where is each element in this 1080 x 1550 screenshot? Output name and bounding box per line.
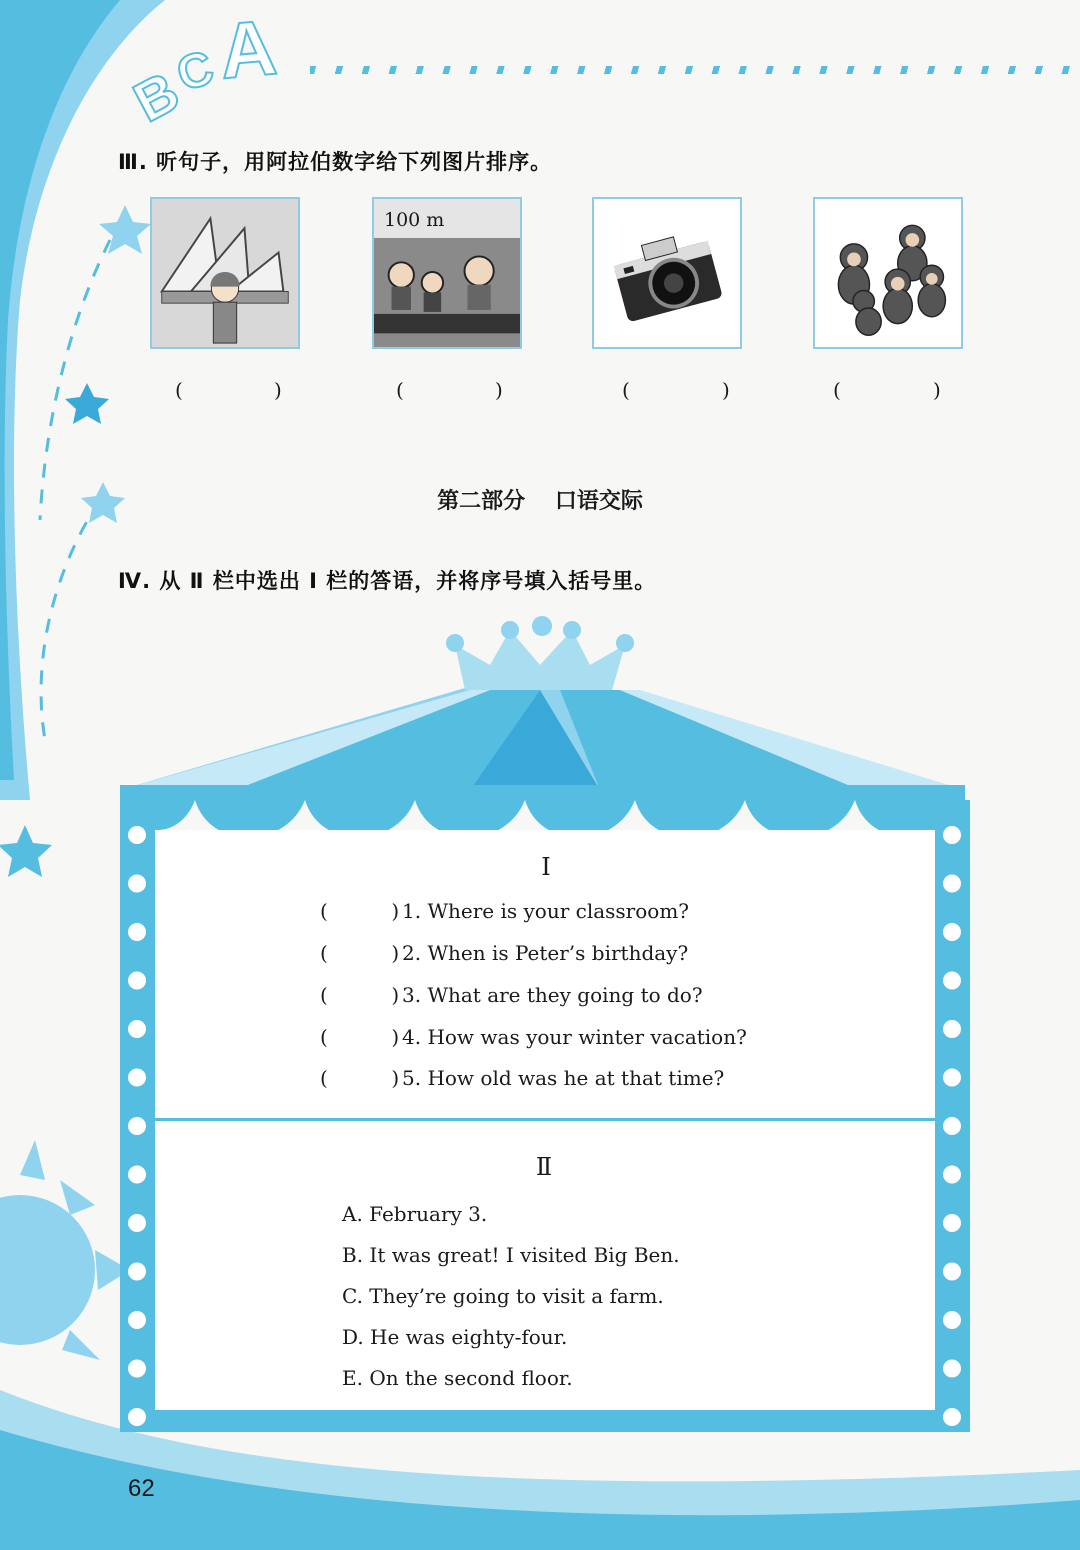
camera-icon [594,199,740,347]
answer-paren-2[interactable]: ( [396,378,404,402]
question-text: 5. How old was he at that time? [402,1066,725,1090]
frame-light-dot [943,1020,961,1038]
frame-light-dot [943,923,961,941]
frame-light-dot [128,1408,146,1426]
answer-paren-4-close: ) [933,378,941,402]
frame-light-dot [128,1311,146,1329]
answer-option: A. February 3. [342,1202,488,1226]
frame-light-dot [943,1069,961,1087]
frame-light-dot [128,1117,146,1135]
header-dash-line [310,66,1070,74]
answer-paren-1-close: ) [274,378,282,402]
question-answer-blank[interactable]: ( ) [320,941,400,965]
question-text: 4. How was your winter vacation? [402,1025,747,1049]
frame-light-dot [128,1263,146,1281]
question-row [320,983,703,1007]
question-answer-blank[interactable]: ( ) [320,1025,400,1049]
question-answer-blank[interactable]: ( ) [320,899,400,923]
picture-1 [150,197,300,349]
frame-light-dot [128,1214,146,1232]
frame-light-dot [943,1117,961,1135]
answer-paren-3-close: ) [722,378,730,402]
question-answer-blank[interactable]: ( ) [320,1066,400,1090]
frame-light-dot [128,923,146,941]
frame-light-dot [943,1263,961,1281]
answer-option: D. He was eighty-four. [342,1325,568,1349]
page-number: 62 [128,1475,155,1502]
frame-light-dot [128,826,146,844]
answer-paren-4[interactable]: ( [833,378,841,402]
opera-house-girl-icon [152,199,298,347]
question-text: 3. What are they going to do? [402,983,703,1007]
monkeys-icon [815,199,961,347]
frame-light-dot [128,1020,146,1038]
frame-light-dot [943,1360,961,1378]
picture-2 [372,197,522,349]
question-row [320,899,689,923]
question-text: 2. When is Peter’s birthday? [402,941,689,965]
answer-paren-1[interactable]: ( [175,378,183,402]
question-answer-blank[interactable]: ( ) [320,983,400,1007]
frame-light-dot [943,1408,961,1426]
frame-light-dot [128,972,146,990]
frame-light-dot [128,1360,146,1378]
frame-light-dot [128,1069,146,1087]
column-1-header: I [541,853,551,881]
section3-heading: Ⅲ. 听句子，用阿拉伯数字给下列图片排序。 [118,150,553,174]
question-row [320,1066,724,1090]
question-row [320,941,688,965]
frame-light-dot [943,826,961,844]
picture-3 [592,197,742,349]
answer-paren-2-close: ) [495,378,503,402]
abc-logo: B C A [123,2,281,134]
picture-4 [813,197,963,349]
answer-option: E. On the second floor. [342,1366,573,1390]
frame-light-dot [943,1214,961,1232]
question-row [320,1025,747,1049]
frame-light-dot [943,1311,961,1329]
frame-light-dot [943,972,961,990]
part2-title: 第二部分 口语交际 [437,488,643,514]
answer-paren-3[interactable]: ( [622,378,630,402]
answer-option: C. They’re going to visit a farm. [342,1284,664,1308]
section4-heading: Ⅳ. 从 Ⅱ 栏中选出 Ⅰ 栏的答语，并将序号填入括号里。 [118,569,657,593]
answer-option: B. It was great! I visited Big Ben. [342,1243,680,1267]
question-text: 1. Where is your classroom? [402,899,690,923]
distance-label: 100 m [384,209,445,231]
column-2-header: Ⅱ [535,1153,553,1181]
